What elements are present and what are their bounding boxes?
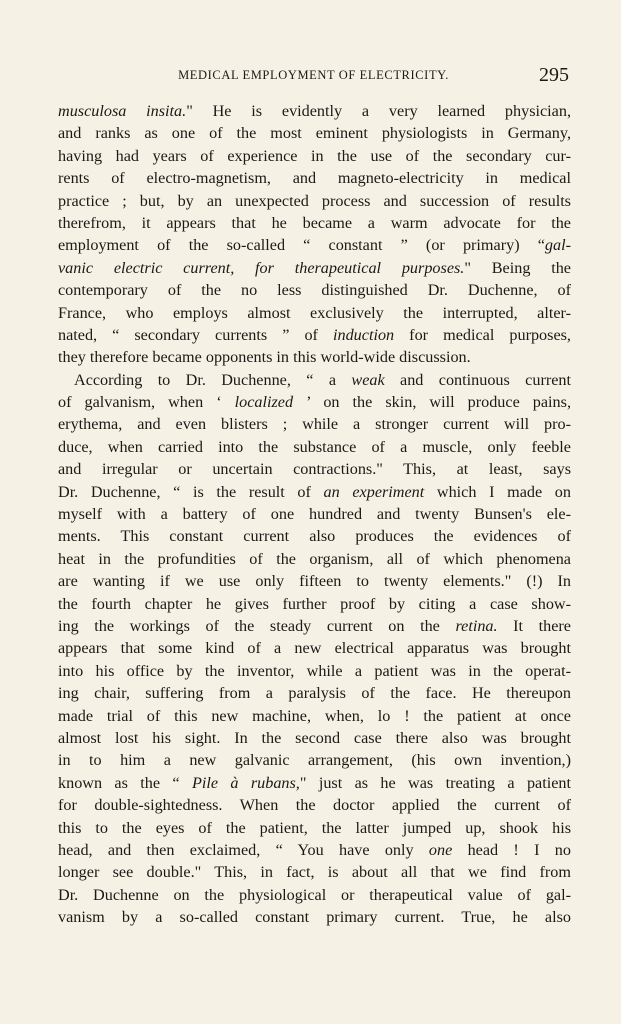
text-segment: rents of electro-magnetism, and magneto-electricity in medical bbox=[58, 169, 571, 188]
italic-text: gal- bbox=[544, 236, 571, 255]
text-segment: and irregular or uncertain contractions." This, at least, says bbox=[58, 460, 571, 479]
text-segment: are wanting if we use only fifteen to twenty elements." (!) In bbox=[58, 572, 571, 591]
text-segment: of galvanism, when ‘ bbox=[58, 393, 235, 412]
text-segment: appears that some kind of a new electrical apparatus was brought bbox=[58, 639, 571, 658]
text-line bbox=[58, 369, 571, 391]
text-line bbox=[58, 503, 571, 525]
text-segment: It there bbox=[497, 616, 571, 635]
text-line bbox=[58, 257, 571, 279]
text-line bbox=[58, 682, 571, 704]
italic-text: weak bbox=[351, 370, 385, 389]
italic-text: vanic electric current, for therapeutical purposes. bbox=[58, 258, 465, 277]
text-segment: ing chair, suffering from a paralysis of the face. He thereupon bbox=[58, 684, 571, 703]
text-segment: erythema, and even blisters ; while a stronger current will pro- bbox=[58, 415, 571, 434]
text-line bbox=[58, 346, 571, 368]
text-segment: " Being the bbox=[464, 258, 571, 277]
text-line bbox=[58, 749, 571, 771]
text-segment: in to him a new galvanic arrangement, (his own invention,) bbox=[58, 751, 571, 770]
text-line bbox=[58, 727, 571, 749]
text-line bbox=[58, 167, 571, 189]
text-line bbox=[58, 884, 571, 906]
text-line bbox=[58, 100, 571, 122]
text-segment: ’ on the skin, will produce pains, bbox=[293, 393, 571, 412]
italic-text: one bbox=[428, 840, 453, 859]
text-segment: for double-sightedness. When the doctor applied the current of bbox=[58, 796, 571, 815]
text-segment: ing the workings of the steady current on the bbox=[58, 616, 456, 635]
text-segment: which I made on bbox=[424, 482, 571, 501]
italic-text: musculosa insita. bbox=[58, 102, 187, 120]
text-line bbox=[58, 839, 571, 861]
text-segment: the fourth chapter he gives further proof by citing a case show- bbox=[58, 594, 571, 613]
text-segment: they therefore became opponents in this world-wide discussion. bbox=[58, 348, 471, 367]
text-line bbox=[58, 548, 571, 570]
running-title: MEDICAL EMPLOYMENT OF ELECTRICITY. bbox=[178, 68, 449, 82]
text-line bbox=[58, 190, 571, 212]
text-line bbox=[58, 525, 571, 547]
body-text bbox=[58, 100, 571, 928]
text-segment: Dr. Duchenne on the physiological or therapeutical value of gal- bbox=[58, 885, 571, 904]
text-segment: therefrom, it appears that he became a warm advocate for the bbox=[58, 213, 571, 232]
text-segment: France, who employs almost exclusively the interrupted, alter- bbox=[58, 303, 571, 322]
text-segment: head ! I no bbox=[452, 840, 571, 859]
italic-text: induction bbox=[332, 325, 395, 344]
text-line bbox=[58, 122, 571, 144]
text-segment: head, and then exclaimed, “ You have only bbox=[58, 840, 429, 859]
text-line bbox=[58, 906, 571, 928]
text-line bbox=[58, 234, 571, 256]
italic-text: an experiment bbox=[323, 482, 425, 501]
text-line bbox=[58, 436, 571, 458]
text-line bbox=[58, 279, 571, 301]
text-segment: " He is evidently a very learned physician, bbox=[186, 102, 571, 120]
text-segment: According to Dr. Duchenne, “ a bbox=[74, 370, 352, 389]
text-segment: contemporary of the no less distinguished Dr. Duchenne, of bbox=[58, 281, 571, 300]
text-line bbox=[58, 458, 571, 480]
text-line bbox=[58, 660, 571, 682]
text-line bbox=[58, 637, 571, 659]
text-line bbox=[58, 302, 571, 324]
text-segment: practice ; but, by an unexpected process and succession of results bbox=[58, 191, 571, 210]
text-segment: made trial of this new machine, when, lo ! the patient at once bbox=[58, 706, 571, 725]
text-segment: and continuous current bbox=[384, 370, 572, 389]
page-number: 295 bbox=[539, 64, 569, 86]
text-line bbox=[58, 413, 571, 435]
text-segment: duce, when carried into the substance of a muscle, only feeble bbox=[58, 437, 571, 456]
italic-text: localized bbox=[234, 393, 294, 412]
text-segment: this to the eyes of the patient, the latter jumped up, shook his bbox=[58, 818, 571, 837]
running-head bbox=[58, 64, 569, 94]
text-line bbox=[58, 145, 571, 167]
text-segment: heat in the profundities of the organism, all of which phenomena bbox=[58, 549, 571, 568]
text-segment: vanism by a so-called constant primary current. True, he also bbox=[58, 908, 571, 927]
text-segment: into his office by the inventor, while a patient was in the operat- bbox=[58, 661, 571, 680]
text-segment: known as the “ bbox=[58, 773, 192, 792]
text-line bbox=[58, 391, 571, 413]
text-line bbox=[58, 705, 571, 727]
italic-text: retina. bbox=[455, 616, 498, 635]
text-line bbox=[58, 212, 571, 234]
text-segment: ments. This constant current also produces the evidences of bbox=[58, 527, 571, 546]
text-segment: almost lost his sight. In the second case there also was brought bbox=[58, 728, 571, 747]
text-segment: having had years of experience in the use of the secondary cur- bbox=[58, 146, 571, 165]
text-segment: nated, “ secondary currents ” of bbox=[58, 325, 333, 344]
text-line bbox=[58, 861, 571, 883]
text-line bbox=[58, 481, 571, 503]
text-line bbox=[58, 570, 571, 592]
text-line bbox=[58, 817, 571, 839]
text-segment: employment of the so-called “ constant ” (or primary) “ bbox=[58, 236, 545, 255]
italic-text: Pile à rubans, bbox=[191, 773, 300, 792]
text-segment: longer see double." This, in fact, is about all that we find from bbox=[58, 863, 571, 882]
text-segment: for medical purposes, bbox=[394, 325, 571, 344]
text-segment: Dr. Duchenne, “ is the result of bbox=[58, 482, 324, 501]
text-line bbox=[58, 794, 571, 816]
text-line bbox=[58, 324, 571, 346]
text-line bbox=[58, 615, 571, 637]
text-line bbox=[58, 593, 571, 615]
text-line bbox=[58, 772, 571, 794]
text-segment: and ranks as one of the most eminent physiologists in Germany, bbox=[58, 124, 571, 143]
text-segment: myself with a battery of one hundred and twenty Bunsen's ele- bbox=[58, 505, 571, 524]
text-segment: " just as he was treating a patient bbox=[299, 773, 571, 792]
